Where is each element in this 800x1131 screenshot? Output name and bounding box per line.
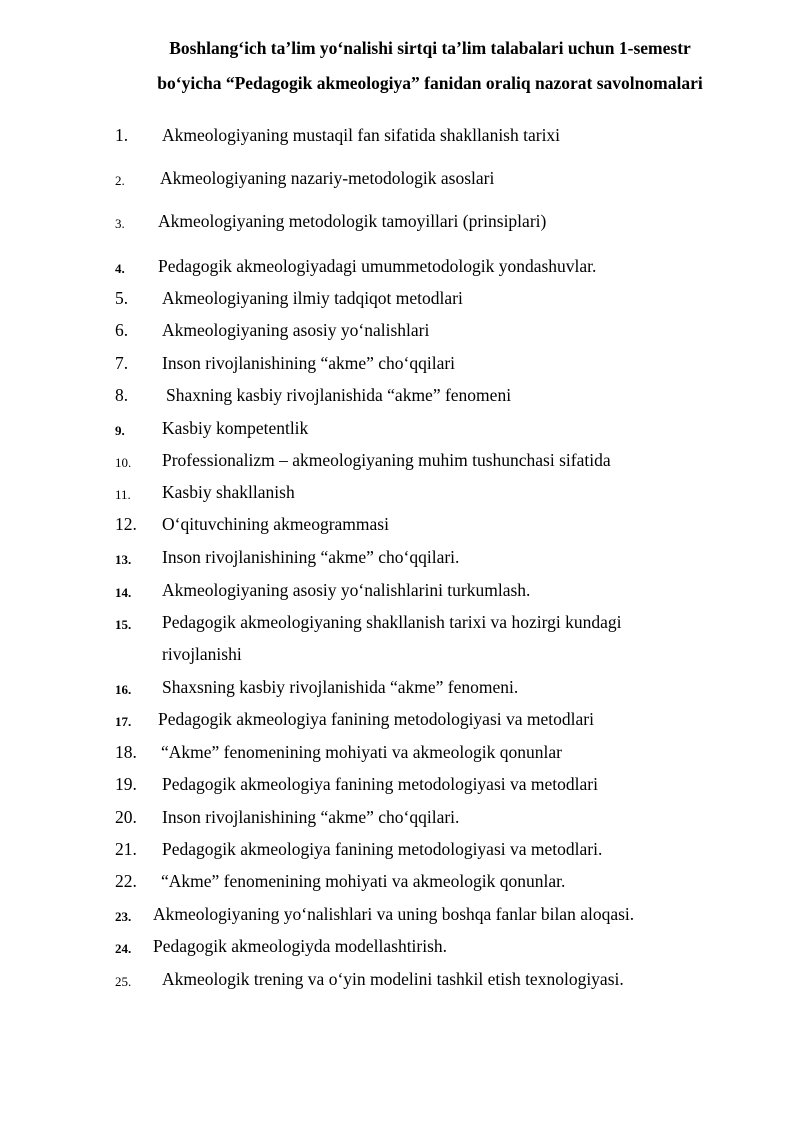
question-number: 17. bbox=[115, 714, 132, 729]
question-text: Pedagogik akmeologiyadagi umummetodologik yondashuvlar. bbox=[158, 256, 597, 276]
question-number: 22. bbox=[115, 871, 137, 891]
question-text: Professionalizm – akmeologiyaning muhim tushunchasi sifatida bbox=[162, 450, 611, 470]
question-text: “Akme” fenomenining mohiyati va akmeologik qonunlar. bbox=[161, 871, 566, 891]
question-number: 4. bbox=[115, 261, 125, 276]
question-text: Akmeologiyaning asosiy yo‘nalishlarini turkumlash. bbox=[162, 580, 531, 600]
question-text: Pedagogik akmeologiyda modellashtirish. bbox=[153, 936, 448, 956]
question-text-continuation: rivojlanishi bbox=[162, 644, 242, 664]
question-text: Akmeologiyaning nazariy-metodologik asoslari bbox=[160, 168, 495, 188]
question-number: 10. bbox=[115, 455, 132, 470]
question-text: Akmeologiyaning yo‘nalishlari va uning boshqa fanlar bilan aloqasi. bbox=[153, 904, 635, 924]
question-text: Inson rivojlanishining “akme” cho‘qqilari bbox=[162, 353, 456, 373]
question-number: 8. bbox=[115, 385, 129, 405]
question-number: 7. bbox=[115, 353, 129, 373]
question-text: Pedagogik akmeologiyaning shakllanish tarixi va hozirgi kundagi bbox=[162, 612, 622, 632]
question-number: 18. bbox=[115, 742, 137, 762]
question-text: Inson rivojlanishining “akme” cho‘qqilari. bbox=[162, 547, 460, 567]
question-text: Akmeologik trening va o‘yin modelini tashkil etish texnologiyasi. bbox=[162, 969, 624, 989]
question-number: 13. bbox=[115, 552, 132, 567]
question-number: 19. bbox=[115, 774, 137, 794]
question-text: Pedagogik akmeologiya fanining metodologiyasi va metodlari bbox=[162, 774, 598, 794]
question-number: 23. bbox=[115, 909, 132, 924]
question-number: 9. bbox=[115, 423, 125, 438]
question-text: Akmeologiyaning asosiy yo‘nalishlari bbox=[162, 320, 430, 340]
question-text: Inson rivojlanishining “akme” cho‘qqilari. bbox=[162, 807, 460, 827]
question-number: 1. bbox=[115, 125, 129, 145]
question-number: 2. bbox=[115, 173, 125, 188]
document-title-line-2: bo‘yicha “Pedagogik akmeologiya” fanidan oraliq nazorat savolnomalari bbox=[157, 73, 703, 93]
question-number: 25. bbox=[115, 974, 132, 989]
question-text: Pedagogik akmeologiya fanining metodologiyasi va metodlari bbox=[158, 709, 594, 729]
question-number: 24. bbox=[115, 941, 132, 956]
question-text: Pedagogik akmeologiya fanining metodologiyasi va metodlari. bbox=[162, 839, 603, 859]
question-text: Kasbiy shakllanish bbox=[162, 482, 295, 502]
question-number: 12. bbox=[115, 514, 137, 534]
question-number: 5. bbox=[115, 288, 129, 308]
question-text: “Akme” fenomenining mohiyati va akmeologik qonunlar bbox=[161, 742, 562, 762]
question-number: 16. bbox=[115, 682, 132, 697]
question-number: 6. bbox=[115, 320, 129, 340]
question-number: 3. bbox=[115, 216, 125, 231]
question-text: Shaxning kasbiy rivojlanishida “akme” fenomeni bbox=[166, 385, 512, 405]
question-number: 21. bbox=[115, 839, 137, 859]
question-text: Kasbiy kompetentlik bbox=[162, 418, 309, 438]
question-number: 15. bbox=[115, 617, 132, 632]
document-title-line-1: Boshlang‘ich ta’lim yo‘nalishi sirtqi ta’lim talabalari uchun 1-semestr bbox=[169, 38, 691, 58]
question-number: 20. bbox=[115, 807, 137, 827]
question-text: Shaxsning kasbiy rivojlanishida “akme” fenomeni. bbox=[162, 677, 519, 697]
question-number: 14. bbox=[115, 585, 132, 600]
question-text: Akmeologiyaning mustaqil fan sifatida shakllanish tarixi bbox=[162, 125, 561, 145]
question-text: Akmeologiyaning ilmiy tadqiqot metodlari bbox=[162, 288, 463, 308]
question-text: Akmeologiyaning metodologik tamoyillari (prinsiplari) bbox=[158, 211, 547, 231]
question-number: 11. bbox=[115, 487, 131, 502]
question-text: O‘qituvchining akmeogrammasi bbox=[162, 514, 389, 534]
